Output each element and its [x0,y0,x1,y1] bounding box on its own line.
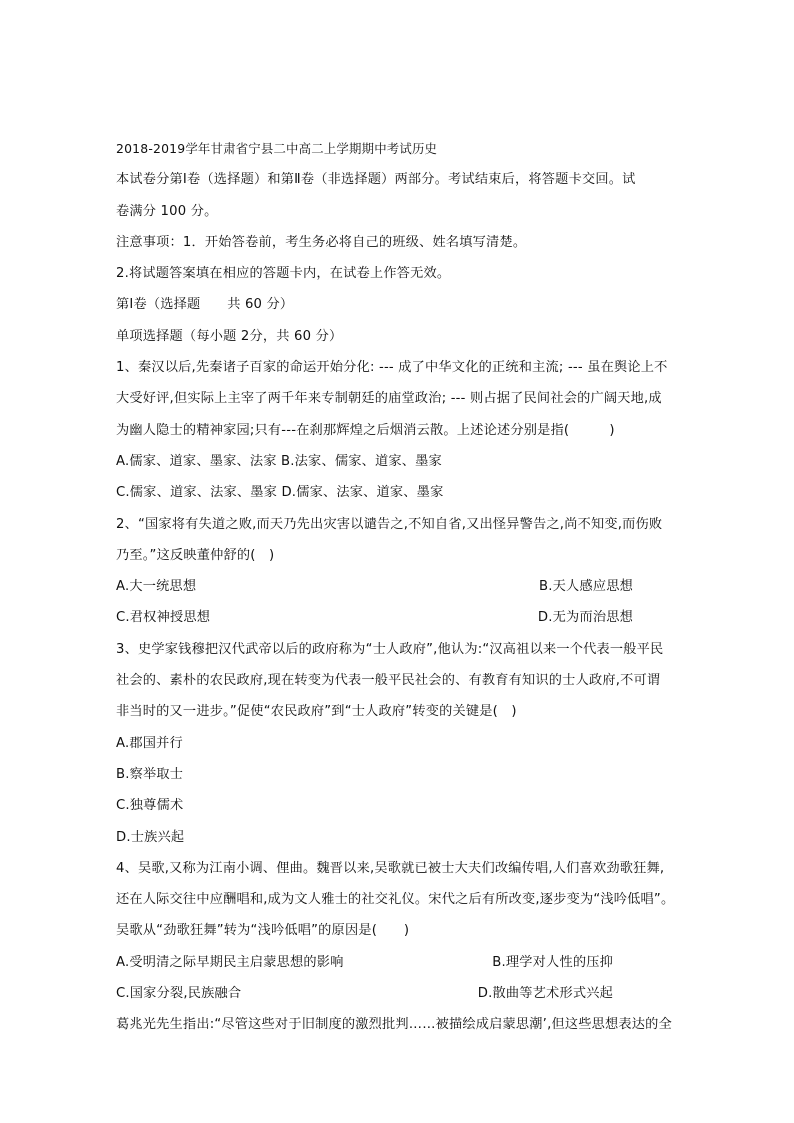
q3-stem-line-1: 3、史学家钱穆把汉代武帝以后的政府称为“士人政府”,他认为:“汉高祖以来一个代表一般平民 [116,641,664,657]
q3-stem-line-2: 社会的、素朴的农民政府,现在转变为代表一般平民社会的、有教育有知识的士人政府,不可谓 [116,673,661,689]
q4-options-row-2 [116,978,686,1009]
q3-option-c: C.独尊儒术 [116,798,184,814]
q4-option-b: B.理学对人性的压抑 [492,954,613,970]
q1-options-line-2: C.儒家、道家、法家、墨家 D.儒家、法家、道家、墨家 [116,485,444,501]
q2-stem-line-1: 2、“国家将有失道之败,而天乃先出灾害以谴告之,不知自省,又出怪异警告之,尚不知变,而伤败 [116,516,663,532]
intro-line-1: 本试卷分第Ⅰ卷（选择题）和第Ⅱ卷（非选择题）两部分。考试结束后，将答题卡交回。试 [116,172,636,188]
q4-option-d: D.散曲等艺术形式兴起 [477,986,613,1002]
notice-line-1: 注意事项：1．开始答卷前，考生务必将自己的班级、姓名填写清楚。 [116,234,527,250]
q1-stem-line-2: 大受好评,但实际上主宰了两千年来专制朝廷的庙堂政治; --- 则占据了民间社会的广阔天地,成 [116,391,662,407]
q2-options-row-1 [116,571,686,602]
q2-option-c: C.君权神授思想 [116,610,211,626]
q1-options-line-1: A.儒家、道家、墨家、法家 B.法家、儒家、道家、墨家 [116,453,442,469]
intro-line-2: 卷满分 100 分。 [116,203,218,219]
q2-stem-line-2: 乃至。”这反映董仲舒的( ) [116,547,275,563]
q2-option-b: B.天人感应思想 [539,579,633,595]
notice-line-2: 2.将试题答案填在相应的答题卡内，在试卷上作答无效。 [116,266,451,282]
q2-option-d: D.无为而治思想 [537,610,633,626]
q4-option-a: A.受明清之际早期民主启蒙思想的影响 [116,954,344,970]
document-title: 2018-2019学年甘肃省宁县二中高二上学期期中考试历史 [116,141,438,156]
exam-page [116,133,686,1041]
subsection-heading: 单项选择题（每小题 2分，共 60 分） [116,328,343,344]
q3-option-b: B.察举取士 [116,766,184,782]
q1-stem-line-3: 为幽人隐士的精神家园;只有---在刹那辉煌之后烟消云散。上述论述分别是指( ) [116,422,615,438]
q2-option-a: A.大一统思想 [116,579,197,595]
q3-stem-line-3: 非当时的又一进步。”促使“农民政府”到“士人政府”转变的关键是( ) [116,704,517,720]
q4-option-c: C.国家分裂,民族融合 [116,986,242,1002]
q4-stem-line-1: 4、吴歌,又称为江南小调、俚曲。魏晋以来,吴歌就已被士大夫们改编传唱,人们喜欢劲歌狂舞, [116,860,665,876]
q2-options-row-2 [116,602,686,633]
q1-stem-line-1: 1、秦汉以后,先秦诸子百家的命运开始分化: --- 成了中华文化的正统和主流; --- 虽在舆论上不 [116,360,668,376]
q3-option-d: D.士族兴起 [116,829,185,845]
q3-option-a: A.郡国并行 [116,735,183,751]
q4-stem-line-2: 还在人际交往中应酬唱和,成为文人雅士的社交礼仪。宋代之后有所改变,逐步变为“浅吟低唱”。 [116,892,675,908]
q4-stem-line-3: 吴歌从“劲歌狂舞”转为“浅吟低唱”的原因是( ) [116,923,410,939]
q4-options-row-1 [116,947,686,978]
q5-stem-line-1: 葛兆光先生指出:“尽管这些对于旧制度的激烈批判……被描绘成启蒙思潮’,但这些思想表达的全 [116,1017,672,1033]
section-heading: 第Ⅰ卷（选择题 共 60 分） [116,297,294,313]
